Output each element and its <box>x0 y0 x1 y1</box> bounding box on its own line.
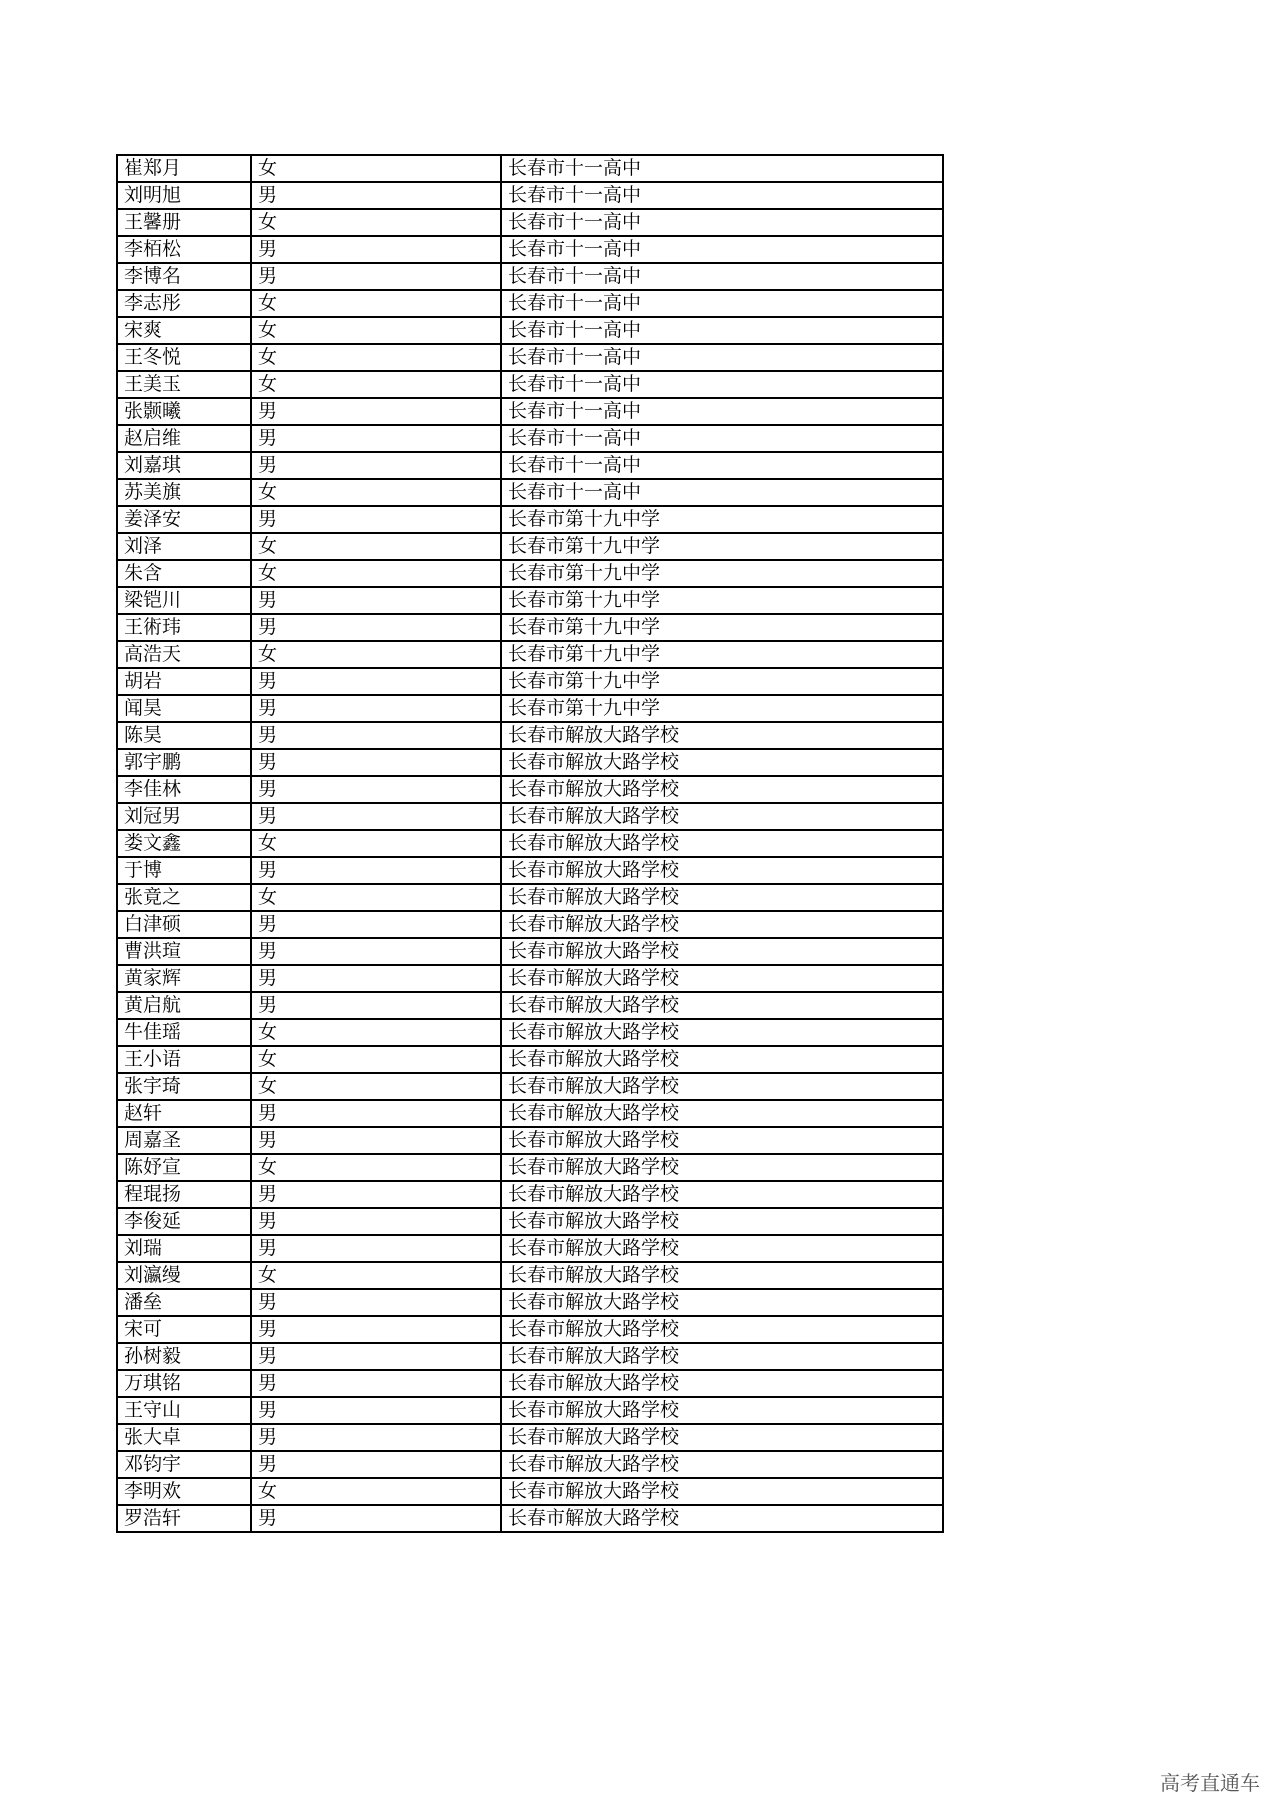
school-cell: 长春市十一高中 <box>501 452 943 479</box>
gender-cell: 男 <box>251 965 501 992</box>
school-cell: 长春市第十九中学 <box>501 641 943 668</box>
gender-cell: 女 <box>251 1478 501 1505</box>
school-cell: 长春市解放大路学校 <box>501 1478 943 1505</box>
table-row <box>117 830 943 857</box>
school-cell: 长春市解放大路学校 <box>501 1397 943 1424</box>
gender-cell: 男 <box>251 1208 501 1235</box>
table-row <box>117 641 943 668</box>
school-cell: 长春市解放大路学校 <box>501 1208 943 1235</box>
table-row <box>117 1397 943 1424</box>
gender-cell: 男 <box>251 236 501 263</box>
name-cell: 程琨扬 <box>117 1181 251 1208</box>
gender-cell: 男 <box>251 398 501 425</box>
school-cell: 长春市第十九中学 <box>501 695 943 722</box>
school-cell: 长春市十一高中 <box>501 236 943 263</box>
roster-body <box>117 155 943 1532</box>
roster-table <box>116 154 944 1533</box>
gender-cell: 男 <box>251 1424 501 1451</box>
gender-cell: 女 <box>251 317 501 344</box>
table-row <box>117 398 943 425</box>
name-cell: 曹洪瑄 <box>117 938 251 965</box>
table-row <box>117 587 943 614</box>
table-row <box>117 668 943 695</box>
school-cell: 长春市解放大路学校 <box>501 776 943 803</box>
table-row <box>117 1208 943 1235</box>
school-cell: 长春市解放大路学校 <box>501 938 943 965</box>
school-cell: 长春市解放大路学校 <box>501 965 943 992</box>
school-cell: 长春市解放大路学校 <box>501 1073 943 1100</box>
table-row <box>117 776 943 803</box>
school-cell: 长春市十一高中 <box>501 371 943 398</box>
gender-cell: 女 <box>251 830 501 857</box>
gender-cell: 男 <box>251 1370 501 1397</box>
school-cell: 长春市十一高中 <box>501 425 943 452</box>
gender-cell: 男 <box>251 776 501 803</box>
table-row <box>117 344 943 371</box>
name-cell: 赵启维 <box>117 425 251 452</box>
name-cell: 张大卓 <box>117 1424 251 1451</box>
school-cell: 长春市十一高中 <box>501 182 943 209</box>
name-cell: 王冬悦 <box>117 344 251 371</box>
name-cell: 刘泽 <box>117 533 251 560</box>
school-cell: 长春市解放大路学校 <box>501 1505 943 1532</box>
school-cell: 长春市解放大路学校 <box>501 1424 943 1451</box>
gender-cell: 女 <box>251 560 501 587</box>
name-cell: 李佳林 <box>117 776 251 803</box>
table-row <box>117 533 943 560</box>
table-row <box>117 1235 943 1262</box>
name-cell: 李栢松 <box>117 236 251 263</box>
name-cell: 王美玉 <box>117 371 251 398</box>
table-row <box>117 290 943 317</box>
gender-cell: 男 <box>251 614 501 641</box>
table-row <box>117 506 943 533</box>
table-row <box>117 1478 943 1505</box>
gender-cell: 女 <box>251 1073 501 1100</box>
school-cell: 长春市解放大路学校 <box>501 1100 943 1127</box>
table-row <box>117 965 943 992</box>
name-cell: 李志彤 <box>117 290 251 317</box>
gender-cell: 男 <box>251 911 501 938</box>
school-cell: 长春市解放大路学校 <box>501 1235 943 1262</box>
name-cell: 宋可 <box>117 1316 251 1343</box>
name-cell: 宋爽 <box>117 317 251 344</box>
gender-cell: 男 <box>251 452 501 479</box>
school-cell: 长春市第十九中学 <box>501 533 943 560</box>
table-row <box>117 1019 943 1046</box>
school-cell: 长春市解放大路学校 <box>501 722 943 749</box>
name-cell: 郭宇鹏 <box>117 749 251 776</box>
school-cell: 长春市解放大路学校 <box>501 911 943 938</box>
name-cell: 王術玮 <box>117 614 251 641</box>
school-cell: 长春市十一高中 <box>501 479 943 506</box>
school-cell: 长春市解放大路学校 <box>501 1451 943 1478</box>
gender-cell: 女 <box>251 641 501 668</box>
school-cell: 长春市解放大路学校 <box>501 1370 943 1397</box>
table-row <box>117 560 943 587</box>
gender-cell: 女 <box>251 371 501 398</box>
school-cell: 长春市解放大路学校 <box>501 884 943 911</box>
table-row <box>117 1424 943 1451</box>
table-row <box>117 1046 943 1073</box>
table-row <box>117 452 943 479</box>
table-row <box>117 1154 943 1181</box>
name-cell: 闻昊 <box>117 695 251 722</box>
name-cell: 刘瑞 <box>117 1235 251 1262</box>
gender-cell: 男 <box>251 1505 501 1532</box>
school-cell: 长春市十一高中 <box>501 398 943 425</box>
name-cell: 张颢曦 <box>117 398 251 425</box>
table-row <box>117 1100 943 1127</box>
gender-cell: 男 <box>251 587 501 614</box>
school-cell: 长春市十一高中 <box>501 155 943 182</box>
table-row <box>117 911 943 938</box>
table-row <box>117 722 943 749</box>
name-cell: 姜泽安 <box>117 506 251 533</box>
name-cell: 张竟之 <box>117 884 251 911</box>
school-cell: 长春市第十九中学 <box>501 587 943 614</box>
name-cell: 娄文鑫 <box>117 830 251 857</box>
table-row <box>117 1505 943 1532</box>
name-cell: 周嘉圣 <box>117 1127 251 1154</box>
name-cell: 李俊延 <box>117 1208 251 1235</box>
gender-cell: 男 <box>251 182 501 209</box>
gender-cell: 男 <box>251 1100 501 1127</box>
table-row <box>117 884 943 911</box>
gender-cell: 男 <box>251 938 501 965</box>
school-cell: 长春市第十九中学 <box>501 614 943 641</box>
table-row <box>117 236 943 263</box>
table-row <box>117 749 943 776</box>
table-row <box>117 1451 943 1478</box>
gender-cell: 女 <box>251 1262 501 1289</box>
school-cell: 长春市解放大路学校 <box>501 1343 943 1370</box>
gender-cell: 男 <box>251 1316 501 1343</box>
table-row <box>117 209 943 236</box>
gender-cell: 男 <box>251 668 501 695</box>
gender-cell: 男 <box>251 1343 501 1370</box>
gender-cell: 女 <box>251 344 501 371</box>
table-row <box>117 803 943 830</box>
school-cell: 长春市解放大路学校 <box>501 1181 943 1208</box>
gender-cell: 男 <box>251 1235 501 1262</box>
table-row <box>117 182 943 209</box>
table-row <box>117 479 943 506</box>
gender-cell: 男 <box>251 1289 501 1316</box>
table-row <box>117 695 943 722</box>
gender-cell: 女 <box>251 155 501 182</box>
name-cell: 胡岩 <box>117 668 251 695</box>
gender-cell: 男 <box>251 695 501 722</box>
name-cell: 崔郑月 <box>117 155 251 182</box>
name-cell: 高浩天 <box>117 641 251 668</box>
name-cell: 王馨册 <box>117 209 251 236</box>
school-cell: 长春市十一高中 <box>501 263 943 290</box>
name-cell: 李明欢 <box>117 1478 251 1505</box>
school-cell: 长春市解放大路学校 <box>501 1046 943 1073</box>
gender-cell: 男 <box>251 425 501 452</box>
school-cell: 长春市第十九中学 <box>501 506 943 533</box>
school-cell: 长春市解放大路学校 <box>501 857 943 884</box>
name-cell: 陈妤宣 <box>117 1154 251 1181</box>
gender-cell: 女 <box>251 1046 501 1073</box>
gender-cell: 男 <box>251 1451 501 1478</box>
table-row <box>117 992 943 1019</box>
school-cell: 长春市解放大路学校 <box>501 803 943 830</box>
table-row <box>117 425 943 452</box>
table-row <box>117 263 943 290</box>
school-cell: 长春市十一高中 <box>501 317 943 344</box>
table-row <box>117 1289 943 1316</box>
gender-cell: 女 <box>251 209 501 236</box>
table-row <box>117 1181 943 1208</box>
name-cell: 刘瀛缦 <box>117 1262 251 1289</box>
name-cell: 于博 <box>117 857 251 884</box>
name-cell: 朱含 <box>117 560 251 587</box>
watermark: 高考直通车 <box>1160 1771 1260 1795</box>
name-cell: 黄启航 <box>117 992 251 1019</box>
school-cell: 长春市十一高中 <box>501 209 943 236</box>
table-row <box>117 938 943 965</box>
table-row <box>117 1316 943 1343</box>
school-cell: 长春市十一高中 <box>501 344 943 371</box>
name-cell: 白津硕 <box>117 911 251 938</box>
name-cell: 李博名 <box>117 263 251 290</box>
school-cell: 长春市解放大路学校 <box>501 830 943 857</box>
name-cell: 牛佳瑶 <box>117 1019 251 1046</box>
school-cell: 长春市解放大路学校 <box>501 1154 943 1181</box>
gender-cell: 男 <box>251 1127 501 1154</box>
name-cell: 刘冠男 <box>117 803 251 830</box>
school-cell: 长春市第十九中学 <box>501 668 943 695</box>
school-cell: 长春市第十九中学 <box>501 560 943 587</box>
gender-cell: 男 <box>251 263 501 290</box>
table-row <box>117 371 943 398</box>
table-row <box>117 1343 943 1370</box>
name-cell: 刘明旭 <box>117 182 251 209</box>
name-cell: 邓钧宇 <box>117 1451 251 1478</box>
school-cell: 长春市解放大路学校 <box>501 1262 943 1289</box>
name-cell: 黄家辉 <box>117 965 251 992</box>
name-cell: 张宇琦 <box>117 1073 251 1100</box>
school-cell: 长春市解放大路学校 <box>501 1127 943 1154</box>
gender-cell: 女 <box>251 479 501 506</box>
school-cell: 长春市解放大路学校 <box>501 1019 943 1046</box>
gender-cell: 女 <box>251 290 501 317</box>
gender-cell: 女 <box>251 1154 501 1181</box>
gender-cell: 男 <box>251 803 501 830</box>
name-cell: 万琪铭 <box>117 1370 251 1397</box>
name-cell: 陈昊 <box>117 722 251 749</box>
name-cell: 苏美旗 <box>117 479 251 506</box>
school-cell: 长春市解放大路学校 <box>501 1316 943 1343</box>
gender-cell: 男 <box>251 857 501 884</box>
table-row <box>117 1073 943 1100</box>
name-cell: 王小语 <box>117 1046 251 1073</box>
table-row <box>117 1262 943 1289</box>
table-row <box>117 857 943 884</box>
table-row <box>117 1127 943 1154</box>
school-cell: 长春市解放大路学校 <box>501 749 943 776</box>
gender-cell: 男 <box>251 992 501 1019</box>
school-cell: 长春市解放大路学校 <box>501 992 943 1019</box>
gender-cell: 男 <box>251 506 501 533</box>
table-row <box>117 614 943 641</box>
table-row <box>117 1370 943 1397</box>
gender-cell: 男 <box>251 749 501 776</box>
school-cell: 长春市十一高中 <box>501 290 943 317</box>
name-cell: 潘垒 <box>117 1289 251 1316</box>
name-cell: 孙树毅 <box>117 1343 251 1370</box>
gender-cell: 男 <box>251 1397 501 1424</box>
gender-cell: 男 <box>251 1181 501 1208</box>
gender-cell: 女 <box>251 884 501 911</box>
gender-cell: 女 <box>251 1019 501 1046</box>
table-row <box>117 155 943 182</box>
name-cell: 王守山 <box>117 1397 251 1424</box>
name-cell: 刘嘉琪 <box>117 452 251 479</box>
table-row <box>117 317 943 344</box>
school-cell: 长春市解放大路学校 <box>501 1289 943 1316</box>
name-cell: 罗浩轩 <box>117 1505 251 1532</box>
gender-cell: 女 <box>251 533 501 560</box>
gender-cell: 男 <box>251 722 501 749</box>
name-cell: 梁铠川 <box>117 587 251 614</box>
name-cell: 赵轩 <box>117 1100 251 1127</box>
